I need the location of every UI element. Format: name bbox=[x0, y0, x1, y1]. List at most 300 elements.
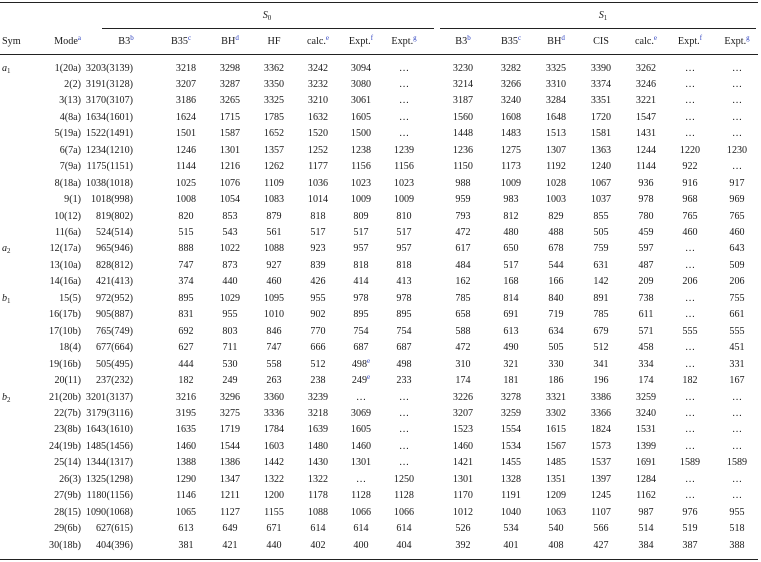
table-cell: … bbox=[684, 424, 696, 436]
table-cell: … bbox=[398, 128, 410, 140]
table-cell: 426 bbox=[310, 276, 326, 288]
table-cell: 658 bbox=[455, 309, 471, 321]
table-cell: 747 bbox=[266, 342, 282, 354]
table-cell: 3296 bbox=[219, 391, 241, 403]
table-cell: 1351 bbox=[545, 473, 567, 485]
table-cell: 1066 bbox=[350, 506, 372, 518]
table-cell: 30(18b) bbox=[49, 539, 81, 551]
column-header-label: BH bbox=[547, 36, 562, 47]
table-cell: 3069 bbox=[350, 407, 372, 419]
table-cell: 16(17b) bbox=[49, 309, 81, 321]
table-cell: 1252 bbox=[307, 144, 329, 156]
table-cell: 3298 bbox=[219, 62, 241, 74]
table-cell: 543 bbox=[222, 227, 238, 238]
table-cell: 1023 bbox=[350, 177, 372, 189]
table-cell: 1567 bbox=[545, 440, 567, 452]
table-cell: 1178 bbox=[308, 490, 328, 502]
table-cell: … bbox=[684, 111, 696, 123]
footnote-marker: f bbox=[699, 34, 703, 42]
table-cell: 310 bbox=[455, 358, 471, 370]
table-cell: 687 bbox=[396, 342, 412, 354]
table-cell: 1063 bbox=[545, 506, 567, 518]
footnote-marker: c bbox=[517, 34, 522, 42]
table-cell: 331 bbox=[729, 358, 745, 370]
table-cell: 1156 bbox=[351, 161, 371, 173]
table-cell: … bbox=[684, 62, 696, 74]
group-symbol: S bbox=[598, 10, 604, 21]
table-cell: 828(812) bbox=[95, 259, 133, 271]
table-cell: 24(19b) bbox=[49, 440, 81, 452]
table-cell: 1076 bbox=[219, 177, 241, 189]
table-cell: 1460 bbox=[452, 440, 474, 452]
table-cell: 649 bbox=[222, 523, 238, 535]
table-cell: 978 bbox=[638, 194, 654, 206]
table-cell: 627 bbox=[178, 342, 194, 354]
table-cell: 978 bbox=[353, 292, 369, 304]
table-cell: 1431 bbox=[635, 128, 657, 140]
table-cell: 613 bbox=[503, 325, 519, 337]
table-cell: 518 bbox=[729, 523, 745, 535]
table-cell: 759 bbox=[593, 243, 609, 255]
table-cell: 1560 bbox=[452, 111, 474, 123]
table-cell: … bbox=[684, 78, 696, 90]
table-cell: 3203(3139) bbox=[85, 62, 133, 74]
table-cell: 1038(1018) bbox=[85, 177, 133, 189]
table-cell: 1648 bbox=[545, 111, 567, 123]
table-cell: 9(1) bbox=[64, 194, 81, 206]
column-header-label: Expt. bbox=[677, 36, 700, 47]
column-header-3 bbox=[171, 35, 191, 48]
table-cell: 167 bbox=[729, 375, 745, 387]
table-cell: 460 bbox=[729, 227, 745, 238]
table-cell: 1022 bbox=[219, 243, 241, 255]
table-cell: 1691 bbox=[635, 457, 657, 469]
table-cell: 785 bbox=[455, 292, 471, 304]
table-cell: 3259 bbox=[635, 391, 657, 403]
table-cell: 3216 bbox=[175, 391, 197, 403]
table-cell: 959 bbox=[455, 194, 471, 206]
table-cell: 3195 bbox=[175, 407, 197, 419]
table-cell: 812 bbox=[503, 210, 519, 222]
cell-value: 249 bbox=[351, 375, 368, 387]
table-cell: 3207 bbox=[452, 407, 474, 419]
table-cell: 472 bbox=[455, 342, 471, 354]
table-cell: 1234(1210) bbox=[85, 144, 133, 156]
group-rule-s0 bbox=[102, 28, 434, 29]
footnote-marker: e bbox=[653, 34, 658, 42]
table-cell: 1589 bbox=[726, 457, 748, 469]
table-cell: 3191(3128) bbox=[85, 78, 133, 90]
table-cell: 162 bbox=[455, 276, 471, 288]
table-cell: 571 bbox=[638, 325, 654, 337]
table-cell: 3080 bbox=[350, 78, 372, 90]
table-cell: 1587 bbox=[219, 128, 241, 140]
table-cell: 1554 bbox=[500, 424, 522, 436]
table-cell: 490 bbox=[503, 342, 519, 354]
table-cell: 540 bbox=[548, 523, 564, 535]
table-cell: 1191 bbox=[501, 490, 521, 502]
group-subscript: 0 bbox=[267, 14, 272, 22]
table-cell: … bbox=[398, 78, 410, 90]
table-cell: 1573 bbox=[590, 440, 612, 452]
table-cell: 3386 bbox=[590, 391, 612, 403]
table-cell: 555 bbox=[729, 325, 745, 337]
table-cell: 1144 bbox=[176, 161, 196, 173]
table-cell: 1544 bbox=[219, 440, 241, 452]
table-cell: 818 bbox=[310, 210, 326, 222]
table-cell: 3265 bbox=[219, 95, 241, 107]
table-cell: … bbox=[731, 62, 743, 74]
cell-value: 498 bbox=[351, 358, 368, 370]
table-cell: 719 bbox=[548, 309, 564, 321]
table-cell: 526 bbox=[455, 523, 471, 535]
column-header-0 bbox=[2, 35, 21, 48]
table-cell: 902 bbox=[310, 309, 326, 321]
footnote-marker: c bbox=[187, 34, 192, 42]
table-cell: 972(952) bbox=[95, 292, 133, 304]
table-cell: 1322 bbox=[307, 473, 329, 485]
table-cell: 1325(1298) bbox=[85, 473, 133, 485]
table-cell: 1513 bbox=[545, 128, 567, 140]
table-cell: 1029 bbox=[219, 292, 241, 304]
table-cell: 905(887) bbox=[95, 309, 133, 321]
table-cell: 679 bbox=[593, 325, 609, 337]
table-cell: … bbox=[398, 424, 410, 436]
table-cell: 524(514) bbox=[95, 227, 133, 238]
table-cell: 1109 bbox=[264, 177, 284, 189]
table-cell: 1245 bbox=[590, 490, 612, 502]
table-cell: 785 bbox=[593, 309, 609, 321]
symmetry-subscript: 2 bbox=[7, 395, 11, 404]
table-cell: 1240 bbox=[590, 161, 612, 173]
table-cell: … bbox=[684, 342, 696, 354]
group-header-0 bbox=[263, 9, 272, 22]
table-cell: 519 bbox=[682, 523, 698, 535]
column-header-label: Expt. bbox=[724, 36, 747, 47]
table-cell: 687 bbox=[353, 342, 369, 354]
table-cell: 1448 bbox=[452, 128, 474, 140]
table-cell: 1018(998) bbox=[90, 194, 133, 206]
table-cell: 840 bbox=[548, 292, 564, 304]
table-cell: 1460 bbox=[350, 440, 372, 452]
table-cell: 8(18a) bbox=[54, 177, 81, 189]
table-cell: 3(13) bbox=[59, 95, 81, 107]
table-cell: 955 bbox=[310, 292, 326, 304]
group-header-1 bbox=[599, 9, 608, 22]
column-header-label: B3 bbox=[118, 36, 131, 47]
footnote-marker: b bbox=[467, 34, 471, 42]
table-cell: 3226 bbox=[452, 391, 474, 403]
table-cell: 666 bbox=[310, 342, 326, 354]
footnote-marker: b bbox=[130, 34, 134, 42]
table-cell: 1589 bbox=[679, 457, 701, 469]
table-cell: 517 bbox=[353, 227, 369, 238]
table-cell: 983 bbox=[503, 194, 519, 206]
table-cell: 1170 bbox=[453, 490, 473, 502]
table-cell: 895 bbox=[396, 309, 412, 321]
group-symbol: S bbox=[262, 10, 268, 21]
table-cell: 627(615) bbox=[95, 523, 133, 535]
table-cell: 1262 bbox=[263, 161, 285, 173]
table-cell: 1720 bbox=[590, 111, 612, 123]
table-cell: 1127 bbox=[220, 506, 240, 518]
table-cell: … bbox=[684, 259, 696, 271]
table-cell: 3374 bbox=[590, 78, 612, 90]
table-cell: 400 bbox=[353, 539, 369, 551]
table-cell: 330 bbox=[548, 358, 564, 370]
table-cell: 922 bbox=[682, 161, 698, 173]
table-cell: 14(16a) bbox=[49, 276, 81, 288]
table-cell: 1054 bbox=[219, 194, 241, 206]
table-cell: 1399 bbox=[635, 440, 657, 452]
table-cell: 634 bbox=[548, 325, 564, 337]
table-cell: 460 bbox=[266, 276, 282, 288]
table-cell: … bbox=[398, 457, 410, 469]
symmetry-label bbox=[2, 62, 11, 75]
table-cell: 1028 bbox=[545, 177, 567, 189]
table-cell: 206 bbox=[729, 276, 745, 288]
table-cell: 444 bbox=[178, 358, 194, 370]
table-cell: 381 bbox=[178, 539, 194, 551]
table-cell: 780 bbox=[638, 210, 654, 222]
table-cell: … bbox=[731, 473, 743, 485]
table-cell: 10(12) bbox=[54, 210, 81, 222]
table-cell: 509 bbox=[729, 259, 745, 271]
column-header-label: calc. bbox=[634, 36, 654, 47]
table-cell: 4(8a) bbox=[59, 111, 81, 123]
table-cell: 1010 bbox=[263, 309, 285, 321]
table-cell: 895 bbox=[353, 309, 369, 321]
table-cell: 484 bbox=[455, 259, 471, 271]
table-top-rule bbox=[0, 2, 758, 3]
table-cell: 1012 bbox=[452, 506, 474, 518]
table-cell: 643 bbox=[729, 243, 745, 255]
table-cell: 1421 bbox=[452, 457, 474, 469]
table-cell: 1036 bbox=[307, 177, 329, 189]
table-cell: 460 bbox=[682, 227, 698, 238]
column-header-label: B35 bbox=[500, 36, 518, 47]
table-cell: 1083 bbox=[263, 194, 285, 206]
table-cell: 181 bbox=[503, 375, 519, 387]
table-cell: 26(3) bbox=[59, 473, 81, 485]
table-cell: 1605 bbox=[350, 424, 372, 436]
table-cell: 3218 bbox=[175, 62, 197, 74]
table-cell: 1037 bbox=[590, 194, 612, 206]
table-cell: 440 bbox=[266, 539, 282, 551]
table-cell: 1307 bbox=[545, 144, 567, 156]
symmetry-letter: a bbox=[2, 62, 8, 74]
table-cell: 614 bbox=[353, 523, 369, 535]
table-cell: 1162 bbox=[636, 490, 656, 502]
column-header-15 bbox=[724, 35, 749, 48]
table-cell: 891 bbox=[593, 292, 609, 304]
table-cell: 1009 bbox=[500, 177, 522, 189]
column-header-1 bbox=[54, 35, 81, 48]
table-cell: 692 bbox=[178, 325, 194, 337]
table-cell: 3266 bbox=[500, 78, 522, 90]
table-cell: 1040 bbox=[500, 506, 522, 518]
table-cell: 182 bbox=[178, 375, 194, 387]
table-cell: 1216 bbox=[219, 161, 241, 173]
table-cell: 22(7b) bbox=[54, 407, 81, 419]
table-cell: 472 bbox=[455, 227, 471, 238]
table-cell: … bbox=[684, 490, 696, 502]
table-cell: … bbox=[731, 440, 743, 452]
table-cell: … bbox=[684, 95, 696, 107]
table-cell: 1107 bbox=[591, 506, 611, 518]
table-cell: 1460 bbox=[175, 440, 197, 452]
table-cell: 1144 bbox=[636, 161, 656, 173]
table-cell: 3218 bbox=[307, 407, 329, 419]
table-cell: 168 bbox=[503, 276, 519, 288]
table-cell: 927 bbox=[266, 259, 282, 271]
table-cell: 1088 bbox=[263, 243, 285, 255]
table-cell: 3325 bbox=[545, 62, 567, 74]
table-cell: 1238 bbox=[350, 144, 372, 156]
table-cell: 3284 bbox=[545, 95, 567, 107]
table-cell: 917 bbox=[729, 177, 745, 189]
table-cell: 3170(3107) bbox=[85, 95, 133, 107]
table-cell: … bbox=[684, 358, 696, 370]
table-cell: 3360 bbox=[263, 391, 285, 403]
table-cell: 1175(1151) bbox=[86, 161, 133, 173]
table-cell: 392 bbox=[455, 539, 471, 551]
symmetry-subscript: 1 bbox=[7, 296, 11, 305]
column-header-2 bbox=[118, 35, 133, 48]
table-cell: 1290 bbox=[175, 473, 197, 485]
column-header-7 bbox=[349, 35, 373, 48]
table-cell: 196 bbox=[593, 375, 609, 387]
table-cell: 1128 bbox=[351, 490, 371, 502]
table-cell: 820 bbox=[178, 210, 194, 222]
table-cell: 955 bbox=[729, 506, 745, 518]
table-cell: 829 bbox=[548, 210, 564, 222]
table-cell: 611 bbox=[638, 309, 654, 321]
table-cell: 747 bbox=[178, 259, 194, 271]
table-cell: 614 bbox=[310, 523, 326, 535]
table-cell: 1250 bbox=[393, 473, 415, 485]
group-rule-s1 bbox=[440, 28, 756, 29]
table-cell: 968 bbox=[682, 194, 698, 206]
column-header-9 bbox=[455, 35, 470, 48]
table-cell: 978 bbox=[396, 292, 412, 304]
table-cell: 413 bbox=[396, 276, 412, 288]
column-header-8 bbox=[391, 35, 416, 48]
table-cell: … bbox=[731, 490, 743, 502]
table-cell: 1455 bbox=[500, 457, 522, 469]
column-header-label: Expt. bbox=[348, 36, 371, 47]
table-cell: 1066 bbox=[393, 506, 415, 518]
table-cell: 1397 bbox=[590, 473, 612, 485]
table-cell: 1485 bbox=[545, 457, 567, 469]
table-cell: 839 bbox=[310, 259, 326, 271]
table-cell: 237(232) bbox=[95, 375, 133, 387]
table-cell: 1023 bbox=[393, 177, 415, 189]
symmetry-label bbox=[2, 391, 11, 404]
table-cell: 1150 bbox=[453, 161, 473, 173]
table-cell: 11(6a) bbox=[55, 227, 81, 238]
table-cell: 1180(1156) bbox=[86, 490, 133, 502]
table-cell: 1025 bbox=[175, 177, 197, 189]
table-cell: 555 bbox=[682, 325, 698, 337]
table-cell: 3210 bbox=[307, 95, 329, 107]
footnote-marker: e bbox=[367, 356, 371, 365]
table-cell: 3221 bbox=[635, 95, 657, 107]
table-cell: 3214 bbox=[452, 78, 474, 90]
table-cell: 803 bbox=[222, 325, 238, 337]
table-cell: 263 bbox=[266, 375, 282, 387]
table-cell: … bbox=[684, 391, 696, 403]
table-cell: 7(9a) bbox=[59, 161, 81, 173]
table-cell: 1009 bbox=[393, 194, 415, 206]
table-cell: 3350 bbox=[263, 78, 285, 90]
table-cell: 512 bbox=[310, 358, 326, 370]
table-cell: 18(4) bbox=[59, 342, 81, 354]
table-cell: 1192 bbox=[546, 161, 566, 173]
table-cell: 498 bbox=[396, 358, 412, 370]
table-cell: 1065 bbox=[175, 506, 197, 518]
table-cell: 1009 bbox=[350, 194, 372, 206]
table-cell: 3302 bbox=[545, 407, 567, 419]
table-cell: 29(6b) bbox=[54, 523, 81, 535]
table-cell: 17(10b) bbox=[49, 325, 81, 337]
table-cell: 517 bbox=[503, 259, 519, 271]
table-cell: 3187 bbox=[452, 95, 474, 107]
table-cell: 505 bbox=[548, 342, 564, 354]
table-cell: 209 bbox=[638, 276, 654, 288]
table-cell: 895 bbox=[178, 292, 194, 304]
table-cell: 765 bbox=[682, 210, 698, 222]
table-cell: 341 bbox=[593, 358, 609, 370]
table-cell: … bbox=[684, 128, 696, 140]
column-header-label: Sym bbox=[2, 36, 21, 47]
table-cell: 1095 bbox=[263, 292, 285, 304]
table-cell: 3240 bbox=[635, 407, 657, 419]
group-subscript: 1 bbox=[603, 14, 608, 22]
table-cell bbox=[352, 358, 370, 371]
table-cell: 1246 bbox=[175, 144, 197, 156]
table-cell: … bbox=[731, 128, 743, 140]
table-cell: 1386 bbox=[219, 457, 241, 469]
table-cell: 965(946) bbox=[95, 243, 133, 255]
table-cell: 1652 bbox=[263, 128, 285, 140]
table-cell: 12(17a) bbox=[49, 243, 81, 255]
table-cell: … bbox=[398, 95, 410, 107]
table-cell: 404 bbox=[396, 539, 412, 551]
symmetry-label bbox=[2, 292, 11, 305]
table-cell: 1275 bbox=[500, 144, 522, 156]
table-cell: 1284 bbox=[635, 473, 657, 485]
table-cell: 1480 bbox=[307, 440, 329, 452]
table-cell: 1239 bbox=[393, 144, 415, 156]
column-header-11 bbox=[547, 35, 565, 48]
table-cell: 879 bbox=[266, 210, 282, 222]
column-header-label: HF bbox=[267, 36, 281, 47]
table-cell: 957 bbox=[396, 243, 412, 255]
table-cell: 1067 bbox=[590, 177, 612, 189]
table-cell: 3366 bbox=[590, 407, 612, 419]
column-header-label: Mode bbox=[54, 36, 78, 47]
table-cell: … bbox=[398, 440, 410, 452]
table-cell: 1715 bbox=[219, 111, 241, 123]
table-cell: 1328 bbox=[500, 473, 522, 485]
table-cell: 21(20b) bbox=[49, 391, 81, 403]
table-cell: 1531 bbox=[635, 424, 657, 436]
table-cell: 20(11) bbox=[54, 375, 81, 387]
table-cell: 401 bbox=[503, 539, 519, 551]
table-cell: 814 bbox=[503, 292, 519, 304]
table-cell: 853 bbox=[222, 210, 238, 222]
